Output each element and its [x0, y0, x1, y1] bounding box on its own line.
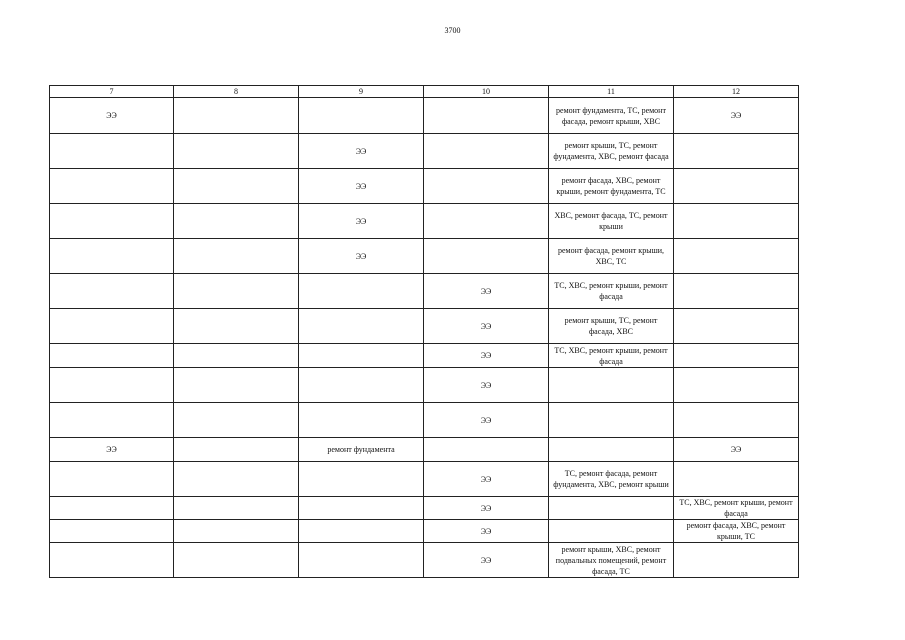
column-header: 12 [674, 86, 799, 98]
table-cell: ремонт фундамента, ТС, ремонт фасада, ремонт крыши, ХВС [549, 98, 674, 134]
table-cell [50, 204, 174, 239]
table-cell [674, 204, 799, 239]
table-cell [174, 344, 299, 368]
table-cell [50, 520, 174, 543]
table-cell: ЭЭ [299, 169, 424, 204]
table-cell [299, 309, 424, 344]
table-cell: ЭЭ [424, 462, 549, 497]
table-cell [674, 543, 799, 578]
table-cell: ЭЭ [299, 134, 424, 169]
table-cell [424, 169, 549, 204]
table-cell [299, 368, 424, 403]
table-cell: ЭЭ [424, 543, 549, 578]
table-cell: ЭЭ [424, 520, 549, 543]
table-cell: ЭЭ [299, 204, 424, 239]
table-cell: ЭЭ [50, 438, 174, 462]
table-cell [299, 274, 424, 309]
table-cell [674, 368, 799, 403]
table-cell: ТС, ремонт фасада, ремонт фундамента, ХВС, ремонт крыши [549, 462, 674, 497]
table-cell [674, 344, 799, 368]
table-cell: ХВС, ремонт фасада, ТС, ремонт крыши [549, 204, 674, 239]
table-row [50, 497, 799, 520]
table-cell [174, 497, 299, 520]
table-cell [299, 98, 424, 134]
table-cell: ЭЭ [674, 98, 799, 134]
table-cell [424, 98, 549, 134]
table-cell: ремонт фасада, ХВС, ремонт крыши, ТС [674, 520, 799, 543]
data-table [49, 85, 799, 578]
table-cell [174, 438, 299, 462]
page-number: 3700 [444, 26, 461, 35]
table-cell [299, 403, 424, 438]
table-row [50, 274, 799, 309]
table-cell [174, 309, 299, 344]
table-row [50, 438, 799, 462]
table-cell [424, 438, 549, 462]
table-cell [174, 368, 299, 403]
table-cell [50, 368, 174, 403]
table-cell: ремонт фасада, ХВС, ремонт крыши, ремонт фундамента, ТС [549, 169, 674, 204]
table-row [50, 239, 799, 274]
column-header: 11 [549, 86, 674, 98]
column-header: 8 [174, 86, 299, 98]
table-row [50, 134, 799, 169]
table-cell: ЭЭ [424, 344, 549, 368]
table-cell [549, 438, 674, 462]
table-cell [174, 98, 299, 134]
table-cell: ЭЭ [424, 309, 549, 344]
table-cell: ЭЭ [50, 98, 174, 134]
table-cell [174, 462, 299, 497]
table-cell [50, 134, 174, 169]
table-cell: ТС, ХВС, ремонт крыши, ремонт фасада [549, 274, 674, 309]
table-cell [674, 274, 799, 309]
table-cell: ЭЭ [299, 239, 424, 274]
table-cell [299, 344, 424, 368]
table-cell [299, 520, 424, 543]
column-header: 10 [424, 86, 549, 98]
table-row [50, 204, 799, 239]
table-cell: ЭЭ [424, 497, 549, 520]
table-cell: ремонт крыши, ТС, ремонт фасада, ХВС [549, 309, 674, 344]
table-row [50, 368, 799, 403]
table-cell [50, 543, 174, 578]
table-cell [174, 403, 299, 438]
table-row [50, 169, 799, 204]
table-cell [424, 134, 549, 169]
table-cell [674, 403, 799, 438]
table-row [50, 543, 799, 578]
table-cell: ЭЭ [424, 403, 549, 438]
table-cell [174, 520, 299, 543]
table-cell [50, 462, 174, 497]
table-cell [50, 239, 174, 274]
table-cell: ТС, ХВС, ремонт крыши, ремонт фасада [674, 497, 799, 520]
table-row [50, 309, 799, 344]
header-row [50, 86, 799, 98]
table-cell [174, 274, 299, 309]
table-row [50, 462, 799, 497]
table-row [50, 403, 799, 438]
table-cell [50, 403, 174, 438]
table-cell [299, 543, 424, 578]
table-cell [50, 309, 174, 344]
table-cell [674, 169, 799, 204]
table-row [50, 344, 799, 368]
table-cell [50, 169, 174, 204]
table-cell [299, 497, 424, 520]
table-cell [549, 497, 674, 520]
column-header: 7 [50, 86, 174, 98]
table-cell [50, 497, 174, 520]
table-row [50, 520, 799, 543]
table-cell [174, 543, 299, 578]
table-cell [174, 169, 299, 204]
table-row [50, 98, 799, 134]
table-cell [174, 204, 299, 239]
table-cell [674, 239, 799, 274]
table-cell [424, 239, 549, 274]
table-cell: ЭЭ [424, 368, 549, 403]
table-cell [174, 239, 299, 274]
table-cell: ремонт крыши, ТС, ремонт фундамента, ХВС, ремонт фасада [549, 134, 674, 169]
table-cell [674, 134, 799, 169]
table-cell [549, 520, 674, 543]
table-cell [50, 344, 174, 368]
table-cell [50, 274, 174, 309]
table-cell [549, 368, 674, 403]
table-cell: ЭЭ [674, 438, 799, 462]
table-cell: ЭЭ [424, 274, 549, 309]
table-cell: ремонт фундамента [299, 438, 424, 462]
column-header: 9 [299, 86, 424, 98]
table-cell [424, 204, 549, 239]
table-cell [174, 134, 299, 169]
table-cell: ремонт фасада, ремонт крыши, ХВС, ТС [549, 239, 674, 274]
table-cell [299, 462, 424, 497]
table-cell [674, 462, 799, 497]
table-cell [549, 403, 674, 438]
table-cell: ремонт крыши, ХВС, ремонт подвальных помещений, ремонт фасада, ТС [549, 543, 674, 578]
table-cell: ТС, ХВС, ремонт крыши, ремонт фасада [549, 344, 674, 368]
table-cell [674, 309, 799, 344]
